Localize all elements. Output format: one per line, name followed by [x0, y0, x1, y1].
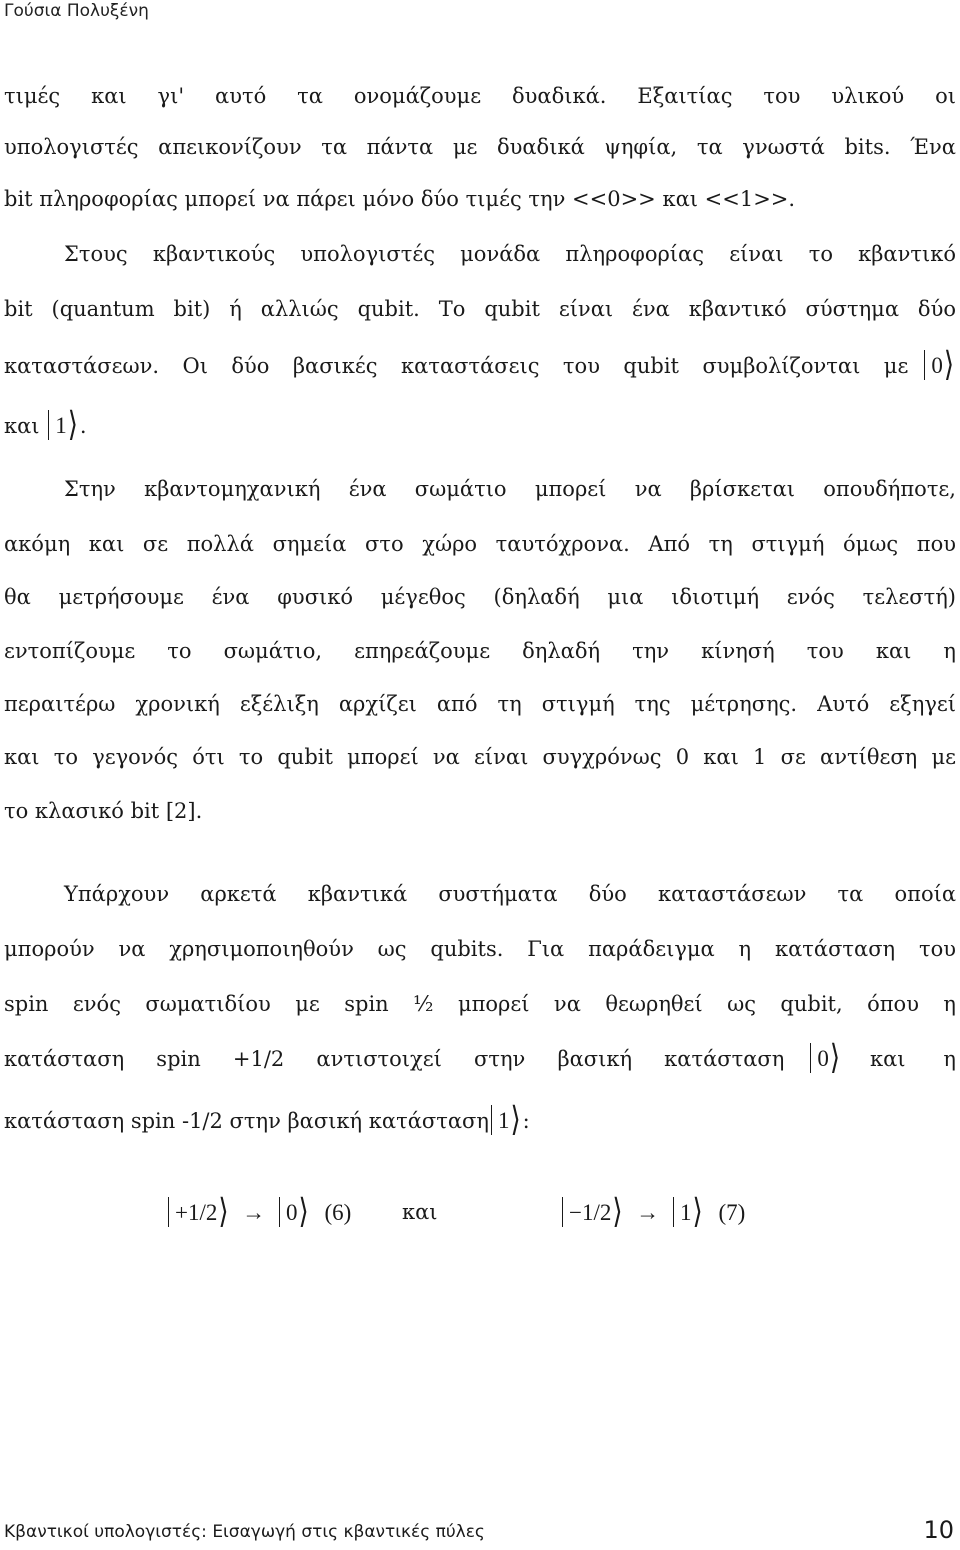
- text-line: υπολογιστές απεικονίζουν τα πάντα με δυαδικά ψηφία, τα γνωστά bits. Ένα: [4, 135, 956, 159]
- conjunction: και: [402, 1200, 438, 1224]
- page-number: 10: [923, 1516, 954, 1544]
- text-line: Υπάρχουν αρκετά κβαντικά συστήματα δύο καταστάσεων τα οποία: [64, 882, 956, 906]
- equation-number: (7): [718, 1200, 746, 1225]
- text-line: Στους κβαντικούς υπολογιστές μονάδα πληροφορίας είναι το κβαντικό: [64, 242, 956, 266]
- text-line: bit (quantum bit) ή αλλιώς qubit. Το qubit είναι ένα κβαντικό σύστημα δύο: [4, 297, 956, 321]
- ket-value: −1/2: [569, 1200, 612, 1225]
- text-line: τιμές και γι' αυτό τα ονομάζουμε δυαδικά. Εξαιτίας του υλικού οι: [4, 84, 956, 108]
- text-line: θα μετρήσουμε ένα φυσικό μέγεθος (δηλαδή μια ιδιοτιμή ενός τελεστή): [4, 585, 956, 609]
- text-line: το κλασικό bit [2].: [4, 799, 203, 823]
- ket-value: +1/2: [175, 1200, 218, 1225]
- ket-zero: 0⟩: [924, 350, 954, 380]
- text-segment: καταστάσεων. Οι δύο βασικές καταστάσεις του qubit συμβολίζονται με: [4, 354, 909, 378]
- ket-plus-half: +1/2⟩: [168, 1195, 229, 1230]
- ket-zero: 0⟩: [279, 1195, 309, 1230]
- text-line: spin ενός σωματιδίου με spin ½ μπορεί να θεωρηθεί ως qubit, όπου η: [4, 992, 956, 1016]
- arrow: →: [242, 1200, 266, 1225]
- ket-minus-half: −1/2⟩: [562, 1195, 623, 1230]
- ket-value: 0: [817, 1046, 829, 1071]
- text-line: ακόμη και σε πολλά σημεία στο χώρο ταυτόχρονα. Από τη στιγμή όμως που: [4, 532, 956, 556]
- text-line: μπορούν να χρησιμοποιηθούν ως qubits. Για παράδειγμα η κατάσταση του: [4, 937, 956, 961]
- text-line-with-ket: [4, 345, 956, 384]
- ket-one: 1⟩: [48, 410, 78, 440]
- text-segment: κατάσταση spin -1/2 στην βασική κατάσταση: [4, 1109, 489, 1133]
- ket-value: 0: [931, 353, 943, 378]
- ket-zero: 0⟩: [810, 1043, 840, 1073]
- text-line: εντοπίζουμε το σωμάτιο, επηρεάζουμε δηλαδή την κίνησή του και η: [4, 639, 956, 663]
- ket-one: 1⟩: [673, 1195, 703, 1230]
- equation-number: (6): [324, 1200, 352, 1225]
- text-segment: :: [522, 1109, 530, 1133]
- text-line-with-ket: [4, 1100, 530, 1139]
- arrow: →: [636, 1200, 660, 1225]
- text-segment: .: [79, 414, 87, 438]
- ket-value: 1: [55, 413, 67, 438]
- equation-7: [560, 1192, 746, 1231]
- ket-value: 1: [680, 1200, 692, 1225]
- text-line-with-ket: [4, 405, 87, 444]
- text-line-with-ket: [4, 1038, 956, 1077]
- ket-one: 1⟩: [491, 1105, 521, 1135]
- page-header-author: Γούσια Πολυξένη: [4, 1, 149, 21]
- equation-6: [166, 1192, 352, 1231]
- text-line: Στην κβαντομηχανική ένα σωμάτιο μπορεί να βρίσκεται οπουδήποτε,: [64, 477, 956, 501]
- text-line: και το γεγονός ότι το qubit μπορεί να είναι συγχρόνως 0 και 1 σε αντίθεση με: [4, 745, 956, 769]
- text-segment: και: [4, 414, 40, 438]
- text-line: περαιτέρω χρονική εξέλιξη αρχίζει από τη στιγμή της μέτρησης. Αυτό εξηγεί: [4, 692, 956, 716]
- footer-title: Κβαντικοί υπολογιστές: Εισαγωγή στις κβαντικές πύλες: [4, 1522, 485, 1542]
- ket-value: 1: [497, 1108, 510, 1133]
- text-segment: κατάσταση spin +1/2 αντιστοιχεί στην βασική κατάσταση: [4, 1047, 785, 1071]
- text-segment: και η: [870, 1047, 956, 1071]
- ket-value: 0: [286, 1200, 298, 1225]
- text-line: bit πληροφορίας μπορεί να πάρει μόνο δύο τιμές την <<0>> και <<1>>.: [4, 187, 796, 211]
